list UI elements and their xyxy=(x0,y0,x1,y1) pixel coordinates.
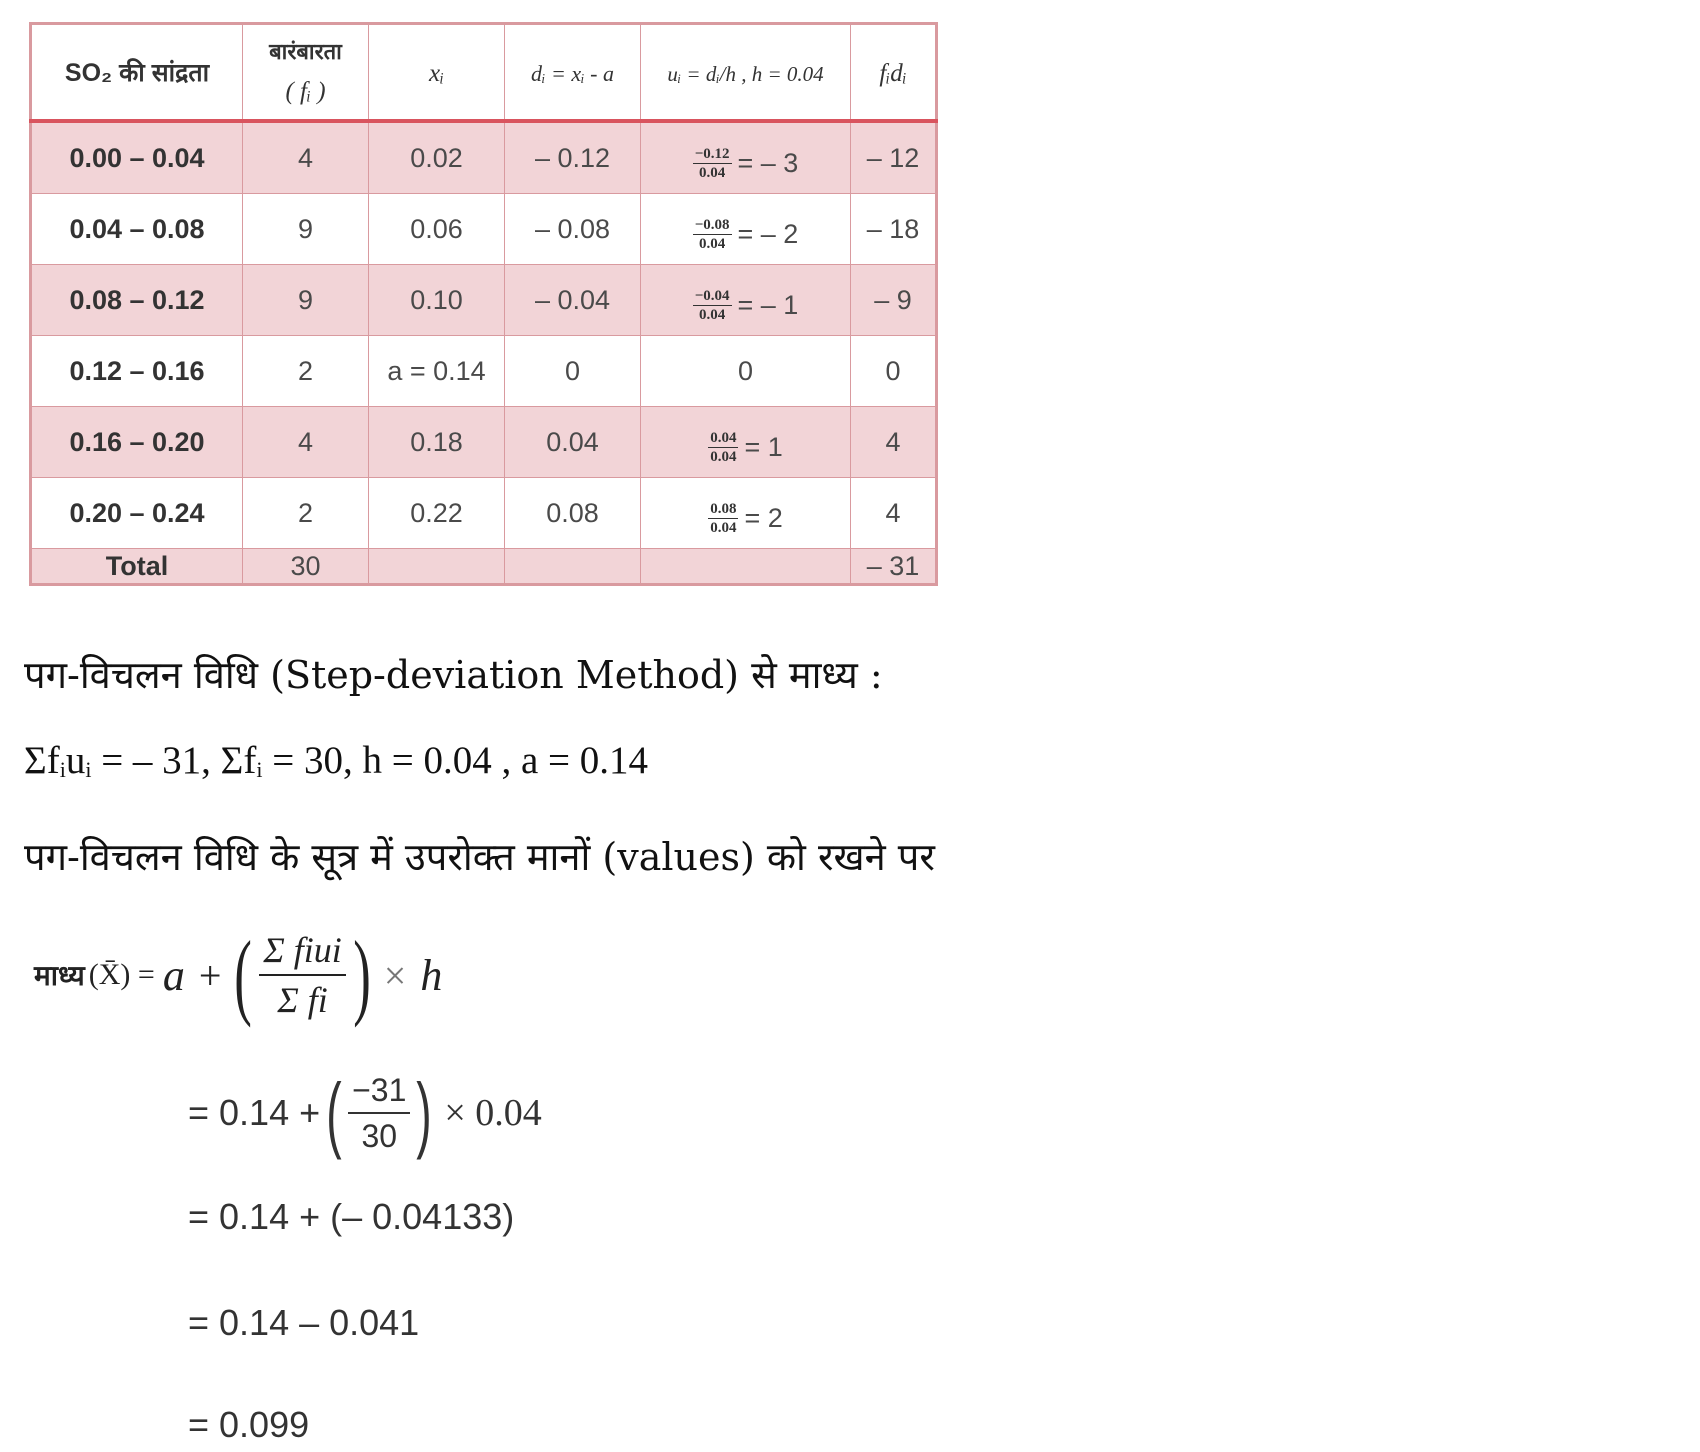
calculation-step-3: = 0.14 – 0.041 xyxy=(188,1302,420,1343)
header-fidi: fᵢdᵢ xyxy=(851,24,937,122)
xi-cell: 0.22 xyxy=(369,478,505,549)
ui-fraction: $\frac{-0.08}{0.04}$ xyxy=(694,217,730,252)
ui-cell xyxy=(641,407,851,478)
given-values-line: $\Sigma f_iu_i$ = – 31, $\Sigma f_i = 30$, h = 0.04 , a = 0.14 xyxy=(24,739,649,782)
calculation-step-2: = 0.14 + (– 0.04133) xyxy=(188,1196,515,1237)
fidi-cell: – 9 xyxy=(851,265,937,336)
right-paren: ) xyxy=(416,1066,433,1160)
frequency-cell: 4 xyxy=(243,121,369,194)
ui-result: = 1 xyxy=(744,432,783,462)
header-frequency-line2: ( fᵢ ) xyxy=(285,78,326,105)
table-total-row xyxy=(31,549,937,585)
di-cell: – 0.08 xyxy=(505,194,641,265)
frequency-cell: 4 xyxy=(243,407,369,478)
table-row xyxy=(31,336,937,407)
ui-cell xyxy=(641,478,851,549)
frequency-cell: 9 xyxy=(243,265,369,336)
fidi-cell: 0 xyxy=(851,336,937,407)
frequency-table xyxy=(29,22,938,586)
fidi-cell: – 18 xyxy=(851,194,937,265)
ui-result: = 2 xyxy=(744,503,783,533)
class-interval: 0.08 – 0.12 xyxy=(31,265,243,336)
header-frequency-line1: बारंबारता xyxy=(269,39,342,64)
ui-result: = – 1 xyxy=(737,290,799,320)
xi-cell: 0.02 xyxy=(369,121,505,194)
table-row xyxy=(31,194,937,265)
table-row xyxy=(31,478,937,549)
mean-label: माध्य xyxy=(34,959,85,992)
total-frequency: 30 xyxy=(243,549,369,585)
formula-a: a xyxy=(162,950,185,1000)
di-cell: – 0.04 xyxy=(505,265,641,336)
ui-fraction: $\frac{0.04}{0.04}$ xyxy=(710,430,737,465)
di-cell: 0.08 xyxy=(505,478,641,549)
calculation-step-1: = 0.14 + ( $\frac{-31}{30}$ ) × 0.04 xyxy=(188,1066,542,1160)
ui-cell xyxy=(641,265,851,336)
header-frequency xyxy=(243,24,369,122)
formula-plus: + xyxy=(198,952,222,998)
ui-fraction: $\frac{-0.04}{0.04}$ xyxy=(694,288,730,323)
formula-times: × xyxy=(383,952,407,998)
step-deviation-heading: पग-विचलन विधि (Step-deviation Method) से माध्य : xyxy=(24,653,883,697)
right-paren: ) xyxy=(352,921,371,1028)
xi-cell: a = 0.14 xyxy=(369,336,505,407)
total-label: Total xyxy=(31,549,243,585)
di-cell: 0.04 xyxy=(505,407,641,478)
empty-cell xyxy=(641,549,851,585)
mean-symbol: (X̄) = xyxy=(88,958,155,991)
header-xi: xᵢ xyxy=(369,24,505,122)
substitution-line: पग-विचलन विधि के सूत्र में उपरोक्त मानों (values) को रखने पर xyxy=(24,835,935,879)
header-ui: uᵢ = dᵢ/h , h = 0.04 xyxy=(641,24,851,122)
header-concentration: SO₂ की सांद्रता xyxy=(31,24,243,122)
ui-result: = – 2 xyxy=(737,219,799,249)
left-paren: ( xyxy=(234,921,253,1028)
ui-fraction: $\frac{-0.12}{0.04}$ xyxy=(694,146,730,181)
xi-cell: 0.18 xyxy=(369,407,505,478)
fidi-cell: – 12 xyxy=(851,121,937,194)
class-interval: 0.20 – 0.24 xyxy=(31,478,243,549)
di-cell: 0 xyxy=(505,336,641,407)
class-interval: 0.00 – 0.04 xyxy=(31,121,243,194)
step-fraction: $\frac{-31}{30}$ xyxy=(348,1068,410,1158)
frequency-cell: 9 xyxy=(243,194,369,265)
header-di: dᵢ = xᵢ - a xyxy=(505,24,641,122)
class-interval: 0.04 – 0.08 xyxy=(31,194,243,265)
ui-cell: 0 xyxy=(641,336,851,407)
xi-cell: 0.10 xyxy=(369,265,505,336)
xi-cell: 0.06 xyxy=(369,194,505,265)
fidi-cell: 4 xyxy=(851,478,937,549)
ui-fraction: $\frac{0.08}{0.04}$ xyxy=(710,501,737,536)
ui-cell xyxy=(641,121,851,194)
ui-result: = – 3 xyxy=(737,148,799,178)
calculation-result: = 0.099 xyxy=(188,1404,310,1445)
table-row xyxy=(31,407,937,478)
class-interval: 0.16 – 0.20 xyxy=(31,407,243,478)
ui-cell xyxy=(641,194,851,265)
formula-h: h xyxy=(420,950,443,1000)
frequency-cell: 2 xyxy=(243,336,369,407)
total-fidi: – 31 xyxy=(851,549,937,585)
empty-cell xyxy=(369,549,505,585)
left-paren: ( xyxy=(326,1066,342,1160)
frequency-cell: 2 xyxy=(243,478,369,549)
di-cell: – 0.12 xyxy=(505,121,641,194)
empty-cell xyxy=(505,549,641,585)
table-header-row xyxy=(31,24,937,122)
mean-formula xyxy=(34,920,450,1030)
table-row xyxy=(31,121,937,194)
class-interval: 0.12 – 0.16 xyxy=(31,336,243,407)
table-row xyxy=(31,265,937,336)
fidi-cell: 4 xyxy=(851,407,937,478)
frequency-table-wrap xyxy=(29,22,935,586)
formula-fraction: $\frac{\text{Σ fiui}}{\text{Σ fi}}$ xyxy=(259,926,345,1024)
